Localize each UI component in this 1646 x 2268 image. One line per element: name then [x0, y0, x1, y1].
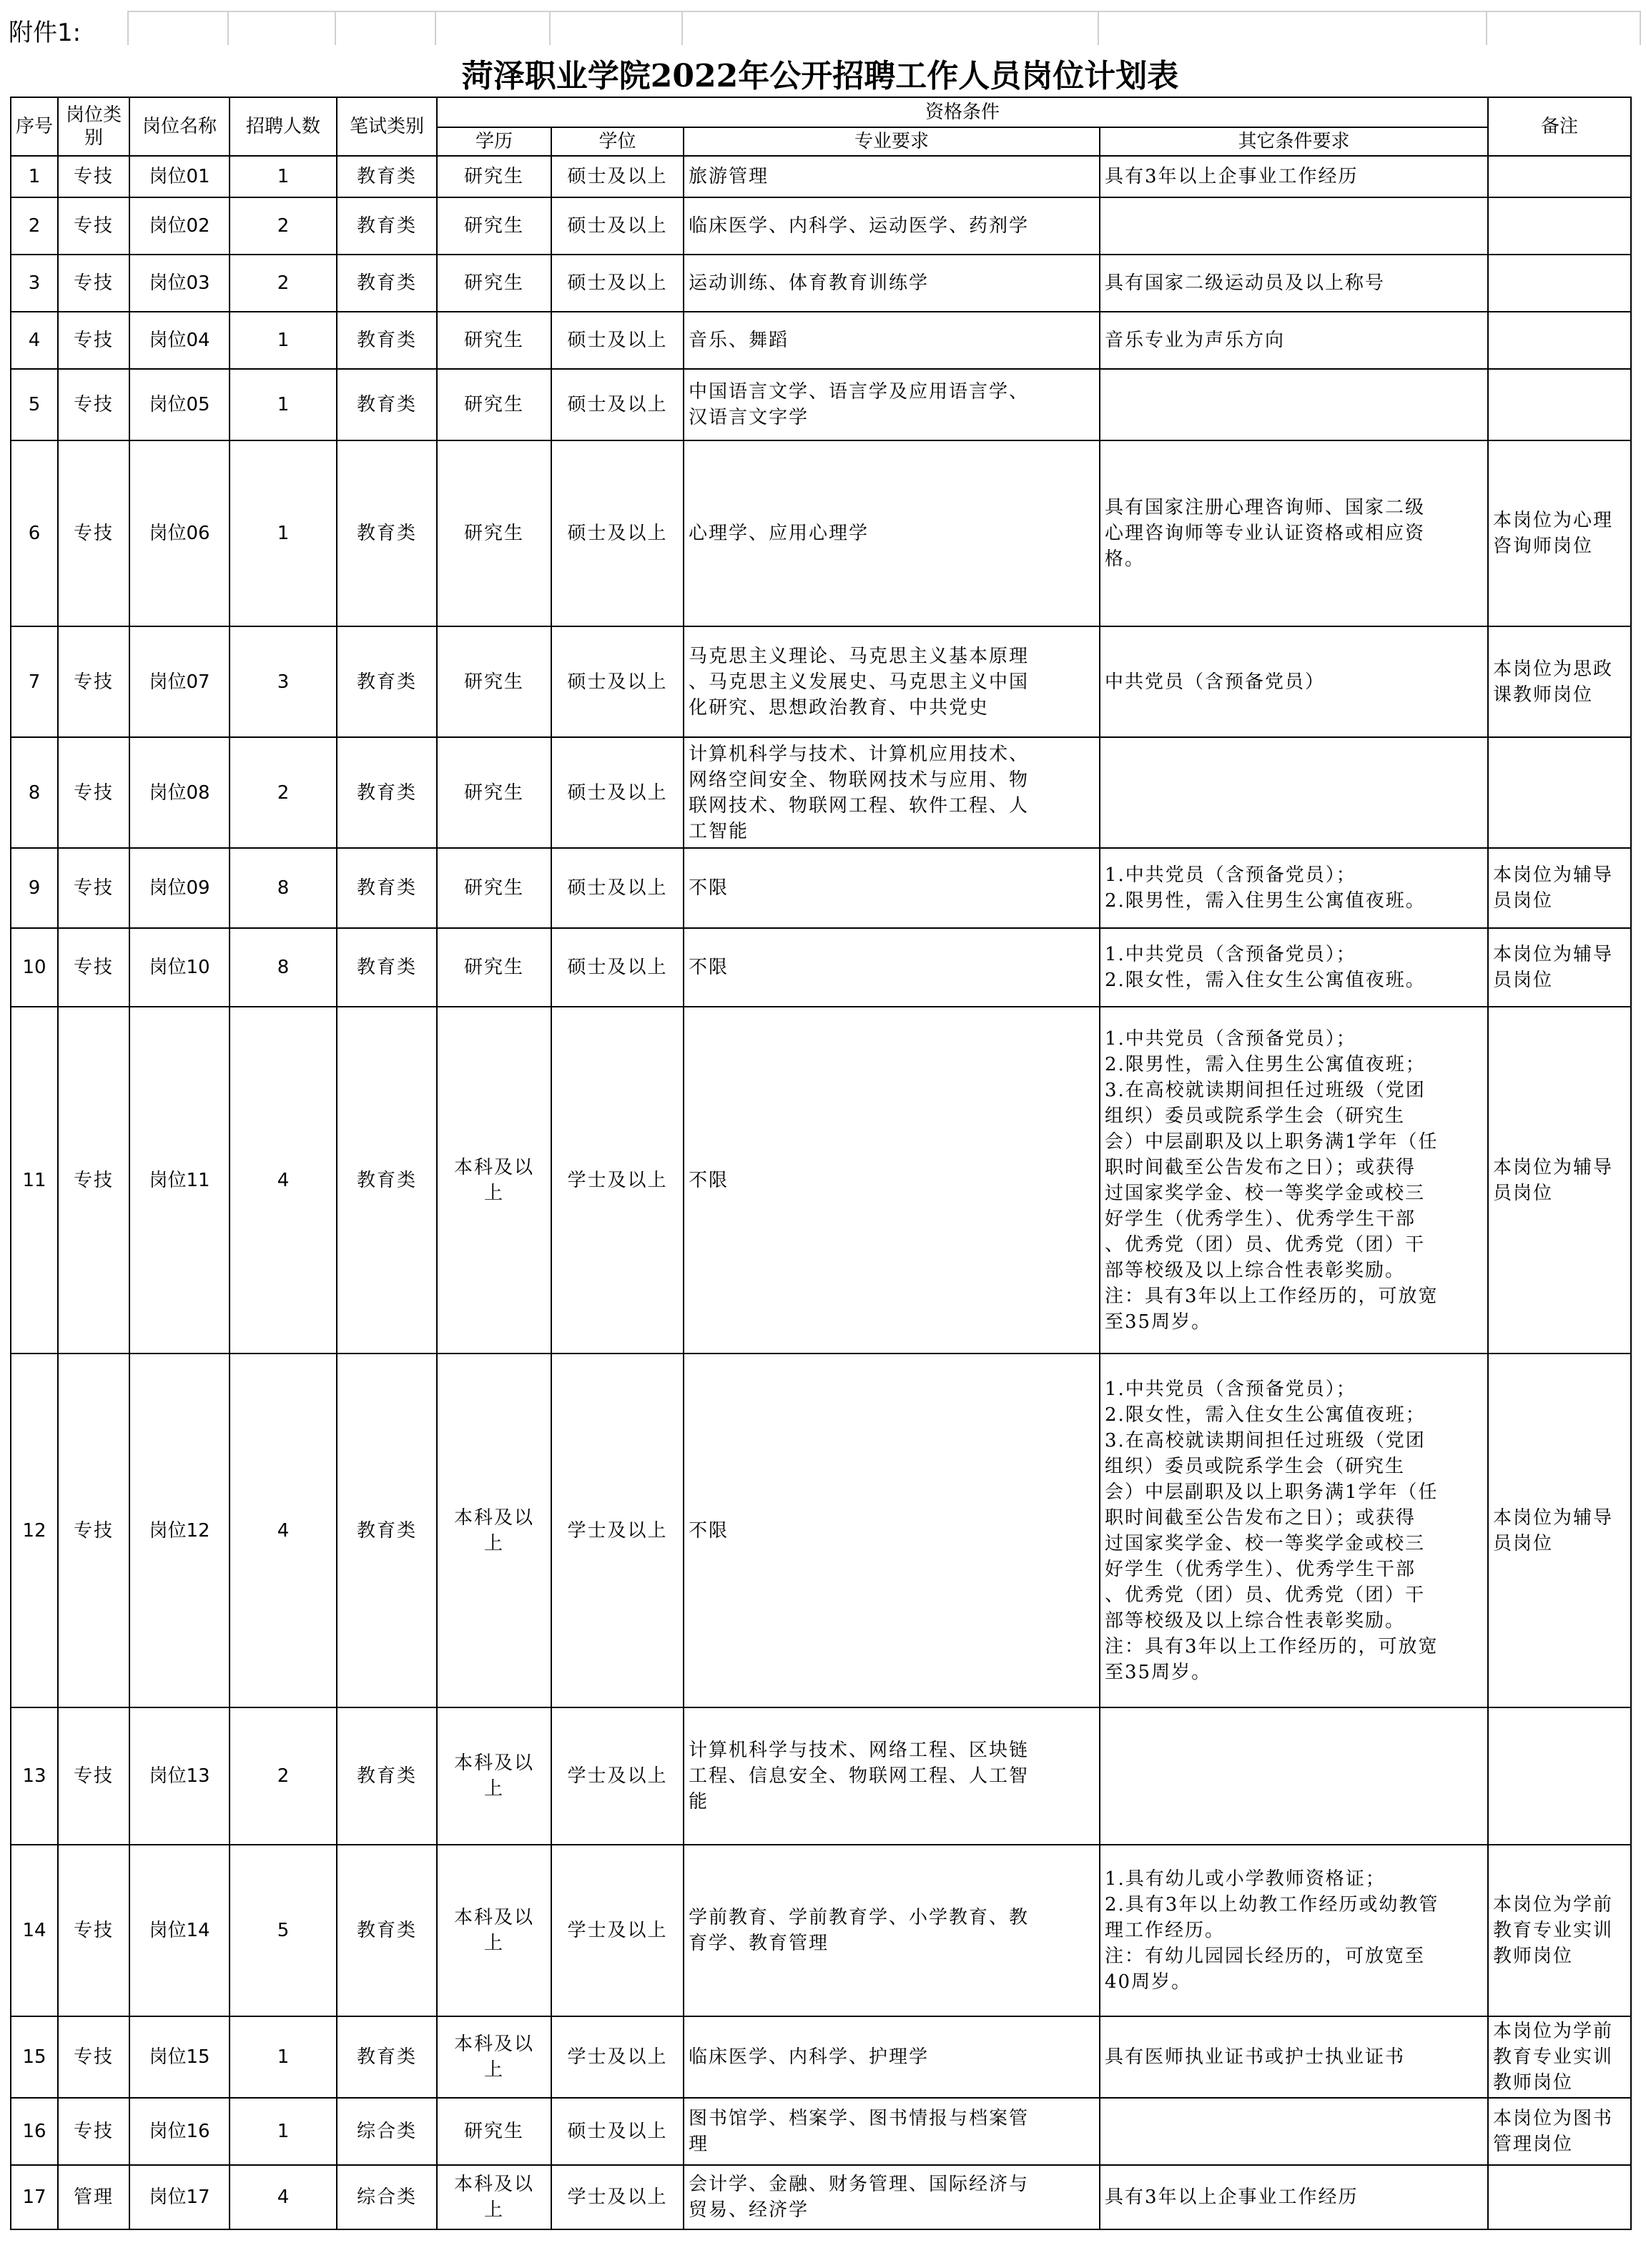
cell-seq: 1 [11, 156, 58, 197]
table-row [11, 1845, 1631, 2016]
cell-major: 中国语言文学、语言学及应用语言学、 汉语言文字学 [684, 369, 1100, 440]
header-category: 岗位类别 [58, 97, 129, 156]
cell-seq: 16 [11, 2098, 58, 2165]
recruitment-plan-table [10, 97, 1632, 2230]
cell-education: 研究生 [437, 312, 551, 369]
table-row [11, 156, 1631, 197]
table-body [11, 156, 1631, 2229]
cell-post-name: 岗位09 [129, 848, 230, 928]
cell-other: 具有医师执业证书或护士执业证书 [1100, 2016, 1488, 2098]
cell-exam-type: 教育类 [337, 197, 437, 255]
cell-post-name: 岗位07 [129, 626, 230, 737]
cell-education: 本科及以 上 [437, 1007, 551, 1354]
cell-seq: 12 [11, 1354, 58, 1707]
cell-count: 2 [230, 255, 337, 312]
cell-remarks [1488, 369, 1631, 440]
cell-exam-type: 教育类 [337, 156, 437, 197]
cell-category: 专技 [58, 2098, 129, 2165]
cell-remarks [1488, 197, 1631, 255]
cell-seq: 6 [11, 440, 58, 626]
cell-category: 专技 [58, 255, 129, 312]
cell-category: 专技 [58, 440, 129, 626]
cell-degree: 硕士及以上 [551, 197, 684, 255]
cell-major: 旅游管理 [684, 156, 1100, 197]
cell-post-name: 岗位15 [129, 2016, 230, 2098]
page-title: 菏泽职业学院2022年公开招聘工作人员岗位计划表 [461, 58, 1179, 94]
cell-other [1100, 197, 1488, 255]
cell-count: 8 [230, 928, 337, 1007]
cell-seq: 7 [11, 626, 58, 737]
cell-major: 心理学、应用心理学 [684, 440, 1100, 626]
cell-exam-type: 教育类 [337, 928, 437, 1007]
cell-category: 专技 [58, 1707, 129, 1845]
cell-seq: 9 [11, 848, 58, 928]
cell-major: 计算机科学与技术、计算机应用技术、 网络空间安全、物联网技术与应用、物 联网技术、物联网工程、软件工程、人 工智能 [684, 737, 1100, 848]
cell-exam-type: 教育类 [337, 737, 437, 848]
cell-other [1100, 737, 1488, 848]
cell-post-name: 岗位06 [129, 440, 230, 626]
cell-seq: 5 [11, 369, 58, 440]
cell-education: 本科及以 上 [437, 2016, 551, 2098]
cell-category: 专技 [58, 312, 129, 369]
cell-remarks: 本岗位为辅导 员岗位 [1488, 1354, 1631, 1707]
cell-category: 专技 [58, 848, 129, 928]
cell-post-name: 岗位02 [129, 197, 230, 255]
cell-degree: 学士及以上 [551, 2165, 684, 2229]
cell-education: 研究生 [437, 156, 551, 197]
cell-remarks: 本岗位为辅导 员岗位 [1488, 848, 1631, 928]
cell-major: 不限 [684, 928, 1100, 1007]
cell-education: 研究生 [437, 440, 551, 626]
table-row [11, 848, 1631, 928]
cell-major: 不限 [684, 1354, 1100, 1707]
cell-post-name: 岗位17 [129, 2165, 230, 2229]
cell-education: 研究生 [437, 928, 551, 1007]
cell-degree: 硕士及以上 [551, 928, 684, 1007]
cell-education: 研究生 [437, 369, 551, 440]
cell-category: 专技 [58, 1845, 129, 2016]
cell-remarks [1488, 156, 1631, 197]
cell-remarks: 本岗位为思政 课教师岗位 [1488, 626, 1631, 737]
header-count: 招聘人数 [230, 97, 337, 156]
cell-exam-type: 综合类 [337, 2098, 437, 2165]
cell-seq: 4 [11, 312, 58, 369]
table-row [11, 1354, 1631, 1707]
cell-other [1100, 369, 1488, 440]
cell-count: 8 [230, 848, 337, 928]
cell-seq: 15 [11, 2016, 58, 2098]
cell-education: 本科及以 上 [437, 1707, 551, 1845]
cell-other: 具有3年以上企事业工作经历 [1100, 156, 1488, 197]
cell-post-name: 岗位16 [129, 2098, 230, 2165]
header-qualifications: 资格条件 [437, 97, 1488, 127]
cell-education: 研究生 [437, 737, 551, 848]
header-education: 学历 [437, 127, 551, 156]
cell-category: 专技 [58, 737, 129, 848]
cell-degree: 硕士及以上 [551, 255, 684, 312]
cell-education: 研究生 [437, 626, 551, 737]
cell-count: 1 [230, 2016, 337, 2098]
cell-degree: 学士及以上 [551, 2016, 684, 2098]
table-row [11, 737, 1631, 848]
cell-post-name: 岗位10 [129, 928, 230, 1007]
cell-seq: 17 [11, 2165, 58, 2229]
cell-exam-type: 教育类 [337, 1354, 437, 1707]
cell-count: 1 [230, 156, 337, 197]
table-row [11, 369, 1631, 440]
header-degree: 学位 [551, 127, 684, 156]
cell-degree: 硕士及以上 [551, 312, 684, 369]
header-major: 专业要求 [684, 127, 1100, 156]
cell-exam-type: 教育类 [337, 848, 437, 928]
cell-other: 具有国家二级运动员及以上称号 [1100, 255, 1488, 312]
cell-remarks: 本岗位为学前 教育专业实训 教师岗位 [1488, 1845, 1631, 2016]
cell-seq: 13 [11, 1707, 58, 1845]
cell-major: 学前教育、学前教育学、小学教育、教 育学、教育管理 [684, 1845, 1100, 2016]
attachment-label: 附件1: [9, 19, 82, 47]
cell-exam-type: 教育类 [337, 440, 437, 626]
cell-category: 专技 [58, 928, 129, 1007]
cell-count: 3 [230, 626, 337, 737]
cell-count: 1 [230, 2098, 337, 2165]
table-row [11, 1007, 1631, 1354]
cell-degree: 学士及以上 [551, 1007, 684, 1354]
cell-category: 专技 [58, 369, 129, 440]
cell-degree: 学士及以上 [551, 1845, 684, 2016]
cell-remarks: 本岗位为辅导 员岗位 [1488, 928, 1631, 1007]
cell-other: 1.中共党员（含预备党员）； 2.限男性，需入住男生公寓值夜班； 3.在高校就读期间担任过班级（党团 组织）委员或院系学生会（研究生 会）中层副职及以上职务满1学年（任 职时间截至公告发布之日）；或获得 过国家奖学金、校一等奖学金或校三 好学生（优秀学生）、优秀学生干部 、优秀党（团）员、优秀党（团）干 部等校级及以上综合性表彰奖励。 注：具有3年以上工作经历的，可放宽 至35周岁。 [1100, 1007, 1488, 1354]
table-header-row [11, 97, 1631, 127]
cell-count: 1 [230, 312, 337, 369]
cell-post-name: 岗位12 [129, 1354, 230, 1707]
cell-remarks [1488, 255, 1631, 312]
table-row [11, 2016, 1631, 2098]
cell-post-name: 岗位14 [129, 1845, 230, 2016]
cell-count: 1 [230, 440, 337, 626]
cell-major: 临床医学、内科学、运动医学、药剂学 [684, 197, 1100, 255]
cell-other: 具有3年以上企事业工作经历 [1100, 2165, 1488, 2229]
cell-post-name: 岗位08 [129, 737, 230, 848]
cell-category: 专技 [58, 156, 129, 197]
table-row [11, 312, 1631, 369]
cell-major: 计算机科学与技术、网络工程、区块链 工程、信息安全、物联网工程、人工智 能 [684, 1707, 1100, 1845]
cell-remarks: 本岗位为图书 管理岗位 [1488, 2098, 1631, 2165]
header-seq: 序号 [11, 97, 58, 156]
cell-remarks: 本岗位为辅导 员岗位 [1488, 1007, 1631, 1354]
table-row [11, 255, 1631, 312]
cell-count: 5 [230, 1845, 337, 2016]
cell-count: 1 [230, 369, 337, 440]
cell-other [1100, 2098, 1488, 2165]
cell-degree: 学士及以上 [551, 1354, 684, 1707]
cell-education: 本科及以 上 [437, 1354, 551, 1707]
cell-other [1100, 1707, 1488, 1845]
cell-degree: 硕士及以上 [551, 626, 684, 737]
header-remarks: 备注 [1488, 97, 1631, 156]
cell-other: 音乐专业为声乐方向 [1100, 312, 1488, 369]
cell-remarks [1488, 2165, 1631, 2229]
cell-category: 专技 [58, 626, 129, 737]
cell-post-name: 岗位05 [129, 369, 230, 440]
cell-exam-type: 教育类 [337, 1845, 437, 2016]
table-row [11, 626, 1631, 737]
cell-remarks [1488, 737, 1631, 848]
cell-education: 本科及以 上 [437, 1845, 551, 2016]
cell-degree: 硕士及以上 [551, 440, 684, 626]
cell-other: 1.中共党员（含预备党员）； 2.限女性，需入住女生公寓值夜班。 [1100, 928, 1488, 1007]
cell-degree: 硕士及以上 [551, 848, 684, 928]
cell-degree: 硕士及以上 [551, 2098, 684, 2165]
cell-category: 专技 [58, 2016, 129, 2098]
cell-major: 马克思主义理论、马克思主义基本原理 、马克思主义发展史、马克思主义中国 化研究、思想政治教育、中共党史 [684, 626, 1100, 737]
cell-education: 本科及以 上 [437, 2165, 551, 2229]
cell-exam-type: 教育类 [337, 1707, 437, 1845]
cell-category: 专技 [58, 1354, 129, 1707]
cell-seq: 3 [11, 255, 58, 312]
table-row [11, 197, 1631, 255]
cell-exam-type: 教育类 [337, 626, 437, 737]
cell-education: 研究生 [437, 255, 551, 312]
cell-remarks: 本岗位为学前 教育专业实训 教师岗位 [1488, 2016, 1631, 2098]
cell-count: 2 [230, 1707, 337, 1845]
cell-exam-type: 教育类 [337, 1007, 437, 1354]
cell-major: 不限 [684, 848, 1100, 928]
table-row [11, 1707, 1631, 1845]
cell-seq: 14 [11, 1845, 58, 2016]
cell-degree: 硕士及以上 [551, 156, 684, 197]
cell-other: 1.中共党员（含预备党员）； 2.限女性，需入住女生公寓值夜班； 3.在高校就读期间担任过班级（党团 组织）委员或院系学生会（研究生 会）中层副职及以上职务满1学年（任 职时间截至公告发布之日）；或获得 过国家奖学金、校一等奖学金或校三 好学生（优秀学生）、优秀学生干部 、优秀党（团）员、优秀党（团）干 部等校级及以上综合性表彰奖励。 注：具有3年以上工作经历的，可放宽 至35周岁。 [1100, 1354, 1488, 1707]
cell-other: 中共党员（含预备党员） [1100, 626, 1488, 737]
cell-seq: 2 [11, 197, 58, 255]
cell-count: 2 [230, 737, 337, 848]
cell-remarks [1488, 1707, 1631, 1845]
cell-education: 研究生 [437, 197, 551, 255]
cell-education: 研究生 [437, 848, 551, 928]
cell-remarks [1488, 312, 1631, 369]
cell-other: 具有国家注册心理咨询师、国家二级 心理咨询师等专业认证资格或相应资 格。 [1100, 440, 1488, 626]
cell-post-name: 岗位01 [129, 156, 230, 197]
cell-seq: 11 [11, 1007, 58, 1354]
cell-exam-type: 教育类 [337, 2016, 437, 2098]
cell-count: 2 [230, 197, 337, 255]
cell-other: 1.具有幼儿或小学教师资格证； 2.具有3年以上幼教工作经历或幼教管 理工作经历。 注：有幼儿园园长经历的，可放宽至 40周岁。 [1100, 1845, 1488, 2016]
cell-degree: 硕士及以上 [551, 737, 684, 848]
cell-exam-type: 综合类 [337, 2165, 437, 2229]
cell-category: 专技 [58, 197, 129, 255]
cell-major: 不限 [684, 1007, 1100, 1354]
cell-other: 1.中共党员（含预备党员）； 2.限男性，需入住男生公寓值夜班。 [1100, 848, 1488, 928]
cell-remarks: 本岗位为心理 咨询师岗位 [1488, 440, 1631, 626]
cell-category: 管理 [58, 2165, 129, 2229]
header-post-name: 岗位名称 [129, 97, 230, 156]
cell-major: 会计学、金融、财务管理、国际经济与 贸易、经济学 [684, 2165, 1100, 2229]
cell-post-name: 岗位13 [129, 1707, 230, 1845]
cell-major: 运动训练、体育教育训练学 [684, 255, 1100, 312]
cell-degree: 硕士及以上 [551, 369, 684, 440]
cell-exam-type: 教育类 [337, 255, 437, 312]
cell-count: 4 [230, 1007, 337, 1354]
cell-post-name: 岗位11 [129, 1007, 230, 1354]
cell-seq: 8 [11, 737, 58, 848]
table-row [11, 440, 1631, 626]
cell-major: 临床医学、内科学、护理学 [684, 2016, 1100, 2098]
header-other: 其它条件要求 [1100, 127, 1488, 156]
cell-category: 专技 [58, 1007, 129, 1354]
cell-count: 4 [230, 2165, 337, 2229]
cell-count: 4 [230, 1354, 337, 1707]
spreadsheet-gridlines [0, 11, 1646, 45]
cell-seq: 10 [11, 928, 58, 1007]
cell-education: 研究生 [437, 2098, 551, 2165]
header-exam-type: 笔试类别 [337, 97, 437, 156]
cell-exam-type: 教育类 [337, 369, 437, 440]
cell-major: 音乐、舞蹈 [684, 312, 1100, 369]
cell-post-name: 岗位04 [129, 312, 230, 369]
table-row [11, 928, 1631, 1007]
cell-major: 图书馆学、档案学、图书情报与档案管 理 [684, 2098, 1100, 2165]
table-row [11, 2098, 1631, 2165]
table-row [11, 2165, 1631, 2229]
cell-degree: 学士及以上 [551, 1707, 684, 1845]
cell-exam-type: 教育类 [337, 312, 437, 369]
cell-post-name: 岗位03 [129, 255, 230, 312]
